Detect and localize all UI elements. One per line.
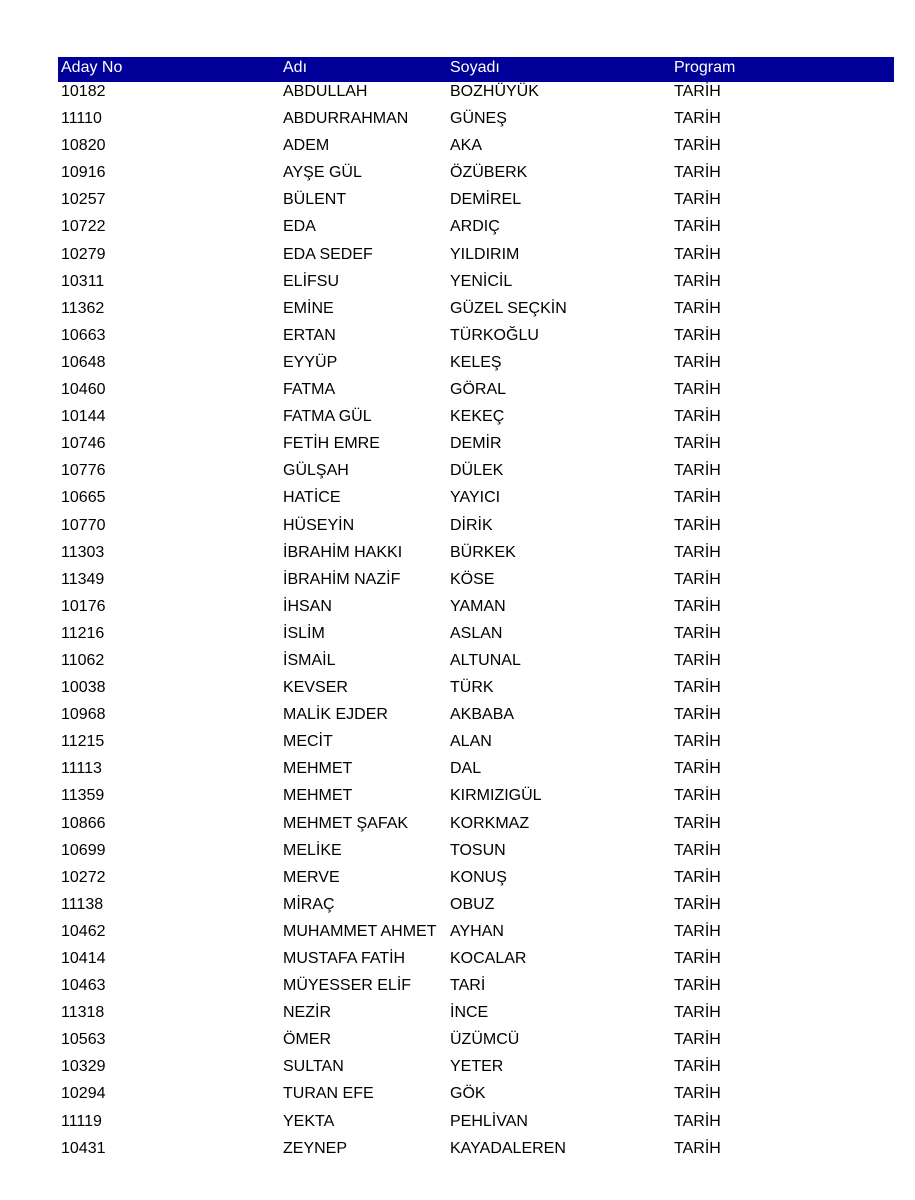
cell-adi: ERTAN xyxy=(283,326,336,344)
cell-program: TARİH xyxy=(674,624,721,642)
cell-soyadi: KEKEÇ xyxy=(450,408,505,426)
cell-adi: MEHMET ŞAFAK xyxy=(283,814,409,832)
cell-program: TARİH xyxy=(674,706,721,724)
cell-program: TARİH xyxy=(674,868,721,886)
cell-aday-no: 10460 xyxy=(61,381,106,399)
cell-aday-no: 10431 xyxy=(61,1139,106,1157)
cell-adi: İBRAHİM NAZİF xyxy=(283,570,401,588)
cell-adi: İHSAN xyxy=(283,597,332,615)
cell-adi: ADEM xyxy=(283,137,330,155)
cell-aday-no: 10176 xyxy=(61,597,106,615)
cell-soyadi: BOZHÜYÜK xyxy=(450,83,539,100)
cell-program: TARİH xyxy=(674,164,721,182)
cell-adi: MÜYESSER ELİF xyxy=(283,977,412,995)
table-row xyxy=(58,895,894,922)
cell-aday-no: 10663 xyxy=(61,326,106,344)
cell-program: TARİH xyxy=(674,895,721,913)
cell-soyadi: PEHLİVAN xyxy=(450,1112,528,1130)
cell-aday-no: 10144 xyxy=(61,408,106,426)
cell-soyadi: DEMİR xyxy=(450,435,502,453)
cell-adi: EMİNE xyxy=(283,299,334,317)
cell-soyadi: ARDIÇ xyxy=(450,218,500,236)
table-row xyxy=(58,1112,894,1139)
header-aday-no: Aday No xyxy=(61,59,123,76)
cell-aday-no: 11119 xyxy=(61,1112,102,1130)
cell-program: TARİH xyxy=(674,326,721,344)
table-row xyxy=(58,1003,894,1030)
cell-soyadi: TÜRK xyxy=(450,679,494,697)
cell-adi: ÖMER xyxy=(283,1031,331,1049)
table-row xyxy=(58,82,894,109)
cell-adi: YEKTA xyxy=(283,1112,335,1130)
cell-adi: SULTAN xyxy=(283,1058,344,1076)
cell-adi: MERVE xyxy=(283,868,340,886)
table-row xyxy=(58,759,894,786)
cell-adi: FETİH EMRE xyxy=(283,435,380,453)
cell-program: TARİH xyxy=(674,597,721,615)
cell-adi: MEHMET xyxy=(283,787,353,805)
cell-soyadi: AKBABA xyxy=(450,706,515,724)
cell-adi: MEHMET xyxy=(283,760,353,778)
cell-aday-no: 10463 xyxy=(61,977,106,995)
cell-aday-no: 10746 xyxy=(61,435,106,453)
cell-soyadi: KÖSE xyxy=(450,570,495,588)
cell-aday-no: 11359 xyxy=(61,787,105,805)
cell-adi: EDA xyxy=(283,218,316,236)
cell-soyadi: KONUŞ xyxy=(450,868,507,886)
table-row xyxy=(58,380,894,407)
cell-aday-no: 10648 xyxy=(61,353,106,371)
cell-soyadi: KAYADALEREN xyxy=(450,1139,566,1157)
cell-aday-no: 10916 xyxy=(61,164,106,182)
cell-program: TARİH xyxy=(674,760,721,778)
cell-soyadi: KORKMAZ xyxy=(450,814,530,832)
cell-aday-no: 11215 xyxy=(61,733,105,751)
cell-soyadi: İNCE xyxy=(450,1004,489,1022)
header-adi: Adı xyxy=(283,59,308,76)
table-row xyxy=(58,407,894,434)
cell-aday-no: 10294 xyxy=(61,1085,106,1103)
table-row xyxy=(58,109,894,136)
cell-aday-no: 10272 xyxy=(61,868,106,886)
cell-adi: İBRAHİM HAKKI xyxy=(283,543,403,561)
cell-program: TARİH xyxy=(674,950,721,967)
cell-aday-no: 10329 xyxy=(61,1058,106,1076)
cell-aday-no: 10563 xyxy=(61,1031,106,1049)
cell-aday-no: 11303 xyxy=(61,543,105,561)
cell-soyadi: BÜRKEK xyxy=(450,543,516,561)
cell-program: TARİH xyxy=(674,543,721,561)
cell-soyadi: ALAN xyxy=(450,733,492,751)
cell-soyadi: YAYICI xyxy=(450,489,501,507)
cell-program: TARİH xyxy=(674,1139,721,1157)
cell-aday-no: 11362 xyxy=(61,299,105,317)
cell-adi: ZEYNEP xyxy=(283,1139,348,1157)
cell-soyadi: YENİCİL xyxy=(450,272,513,290)
table-row xyxy=(58,705,894,732)
cell-program: TARİH xyxy=(674,435,721,453)
cell-adi: MİRAÇ xyxy=(283,895,335,913)
cell-aday-no: 10866 xyxy=(61,814,106,832)
cell-program: TARİH xyxy=(674,272,721,290)
cell-adi: EDA SEDEF xyxy=(283,245,373,263)
table-row xyxy=(58,136,894,163)
cell-program: TARİH xyxy=(674,462,721,480)
cell-program: TARİH xyxy=(674,841,721,859)
cell-soyadi: YAMAN xyxy=(450,597,506,615)
cell-soyadi: OBUZ xyxy=(450,895,495,913)
table-row xyxy=(58,326,894,353)
table-row xyxy=(58,597,894,624)
cell-aday-no: 11062 xyxy=(61,651,105,669)
cell-program: TARİH xyxy=(674,110,721,128)
cell-aday-no: 11216 xyxy=(61,624,105,642)
cell-adi: MALİK EJDER xyxy=(283,706,388,724)
cell-aday-no: 10722 xyxy=(61,218,106,236)
cell-program: TARİH xyxy=(674,922,721,940)
table-row xyxy=(58,1057,894,1084)
cell-program: TARİH xyxy=(674,651,721,669)
candidate-table xyxy=(58,57,894,1166)
cell-soyadi: ALTUNAL xyxy=(450,651,521,669)
cell-aday-no: 10279 xyxy=(61,245,106,263)
table-row xyxy=(58,190,894,217)
cell-program: TARİH xyxy=(674,570,721,588)
cell-program: TARİH xyxy=(674,679,721,697)
cell-aday-no: 10770 xyxy=(61,516,106,534)
cell-program: TARİH xyxy=(674,489,721,507)
table-header xyxy=(58,57,894,82)
cell-aday-no: 10968 xyxy=(61,706,106,724)
cell-program: TARİH xyxy=(674,1058,721,1076)
cell-adi: MUSTAFA FATİH xyxy=(283,950,406,967)
cell-soyadi: KELEŞ xyxy=(450,353,502,371)
cell-adi: MELİKE xyxy=(283,841,342,859)
cell-soyadi: YETER xyxy=(450,1058,504,1076)
cell-soyadi: DEMİREL xyxy=(450,191,522,209)
cell-aday-no: 10699 xyxy=(61,841,106,859)
table-row xyxy=(58,1084,894,1111)
table-row xyxy=(58,678,894,705)
cell-aday-no: 10665 xyxy=(61,489,106,507)
cell-program: TARİH xyxy=(674,191,721,209)
table-row xyxy=(58,651,894,678)
cell-program: TARİH xyxy=(674,381,721,399)
table-row xyxy=(58,272,894,299)
cell-adi: ABDULLAH xyxy=(283,83,368,100)
table-row xyxy=(58,570,894,597)
cell-adi: ABDURRAHMAN xyxy=(283,110,409,128)
cell-adi: HÜSEYİN xyxy=(283,516,355,534)
cell-adi: TURAN EFE xyxy=(283,1085,374,1103)
cell-adi: GÜLŞAH xyxy=(283,462,349,480)
cell-aday-no: 11349 xyxy=(61,570,105,588)
cell-soyadi: GÖRAL xyxy=(450,381,507,399)
cell-program: TARİH xyxy=(674,733,721,751)
cell-soyadi: TARİ xyxy=(450,977,486,995)
table-row xyxy=(58,922,894,949)
cell-program: TARİH xyxy=(674,218,721,236)
table-row xyxy=(58,732,894,759)
table-row xyxy=(58,434,894,461)
table-row xyxy=(58,1139,894,1166)
table-row xyxy=(58,976,894,1003)
table-row xyxy=(58,868,894,895)
cell-soyadi: ÖZÜBERK xyxy=(450,164,528,182)
cell-adi: HATİCE xyxy=(283,489,341,507)
cell-soyadi: YILDIRIM xyxy=(450,245,520,263)
cell-aday-no: 11110 xyxy=(61,110,102,128)
cell-program: TARİH xyxy=(674,787,721,805)
cell-program: TARİH xyxy=(674,814,721,832)
cell-soyadi: GÜNEŞ xyxy=(450,110,507,128)
cell-program: TARİH xyxy=(674,299,721,317)
cell-soyadi: TOSUN xyxy=(450,841,506,859)
cell-adi: AYŞE GÜL xyxy=(283,164,362,182)
cell-adi: MECİT xyxy=(283,733,333,751)
cell-soyadi: AYHAN xyxy=(450,922,504,940)
cell-soyadi: DİRİK xyxy=(450,516,493,534)
table-row xyxy=(58,814,894,841)
cell-program: TARİH xyxy=(674,1085,721,1103)
cell-aday-no: 10414 xyxy=(61,950,106,967)
table-row xyxy=(58,217,894,244)
cell-adi: EYYÜP xyxy=(283,353,338,371)
cell-program: TARİH xyxy=(674,245,721,263)
table-row xyxy=(58,461,894,488)
cell-soyadi: DAL xyxy=(450,760,482,778)
cell-soyadi: DÜLEK xyxy=(450,462,504,480)
cell-aday-no: 10820 xyxy=(61,137,106,155)
table-body xyxy=(58,82,894,1166)
cell-adi: KEVSER xyxy=(283,679,348,697)
table-row xyxy=(58,516,894,543)
table-row xyxy=(58,786,894,813)
cell-adi: FATMA xyxy=(283,381,336,399)
header-soyadi: Soyadı xyxy=(450,59,500,76)
cell-program: TARİH xyxy=(674,1112,721,1130)
cell-program: TARİH xyxy=(674,83,721,100)
cell-aday-no: 10462 xyxy=(61,922,106,940)
cell-aday-no: 10038 xyxy=(61,679,106,697)
cell-soyadi: GÜZEL SEÇKİN xyxy=(450,299,567,317)
cell-adi: FATMA GÜL xyxy=(283,408,372,426)
cell-adi: ELİFSU xyxy=(283,272,340,290)
cell-adi: İSLİM xyxy=(283,624,325,642)
cell-soyadi: KIRMIZIGÜL xyxy=(450,787,542,805)
table-row xyxy=(58,299,894,326)
cell-aday-no: 10776 xyxy=(61,462,106,480)
table-row xyxy=(58,624,894,651)
cell-aday-no: 11318 xyxy=(61,1004,105,1022)
cell-soyadi: GÖK xyxy=(450,1085,486,1103)
cell-program: TARİH xyxy=(674,353,721,371)
cell-aday-no: 10257 xyxy=(61,191,106,209)
cell-aday-no: 10182 xyxy=(61,83,106,100)
cell-soyadi: TÜRKOĞLU xyxy=(450,326,539,344)
table-row xyxy=(58,163,894,190)
cell-aday-no: 11138 xyxy=(61,895,104,913)
table-row xyxy=(58,488,894,515)
cell-adi: MUHAMMET AHMET xyxy=(283,922,437,940)
cell-program: TARİH xyxy=(674,977,721,995)
table-row xyxy=(58,1030,894,1057)
cell-adi: İSMAİL xyxy=(283,651,336,669)
cell-adi: NEZİR xyxy=(283,1004,331,1022)
cell-program: TARİH xyxy=(674,137,721,155)
cell-aday-no: 11113 xyxy=(61,760,102,778)
cell-soyadi: ASLAN xyxy=(450,624,503,642)
table-row xyxy=(58,949,894,976)
cell-program: TARİH xyxy=(674,408,721,426)
cell-program: TARİH xyxy=(674,1031,721,1049)
table-row xyxy=(58,841,894,868)
cell-soyadi: AKA xyxy=(450,137,483,155)
cell-aday-no: 10311 xyxy=(61,272,105,290)
cell-program: TARİH xyxy=(674,1004,721,1022)
cell-program: TARİH xyxy=(674,516,721,534)
cell-soyadi: ÜZÜMCÜ xyxy=(450,1031,520,1049)
cell-soyadi: KOCALAR xyxy=(450,950,527,967)
cell-adi: BÜLENT xyxy=(283,191,347,209)
table-row xyxy=(58,543,894,570)
header-program: Program xyxy=(674,59,736,76)
table-row xyxy=(58,245,894,272)
table-row xyxy=(58,353,894,380)
